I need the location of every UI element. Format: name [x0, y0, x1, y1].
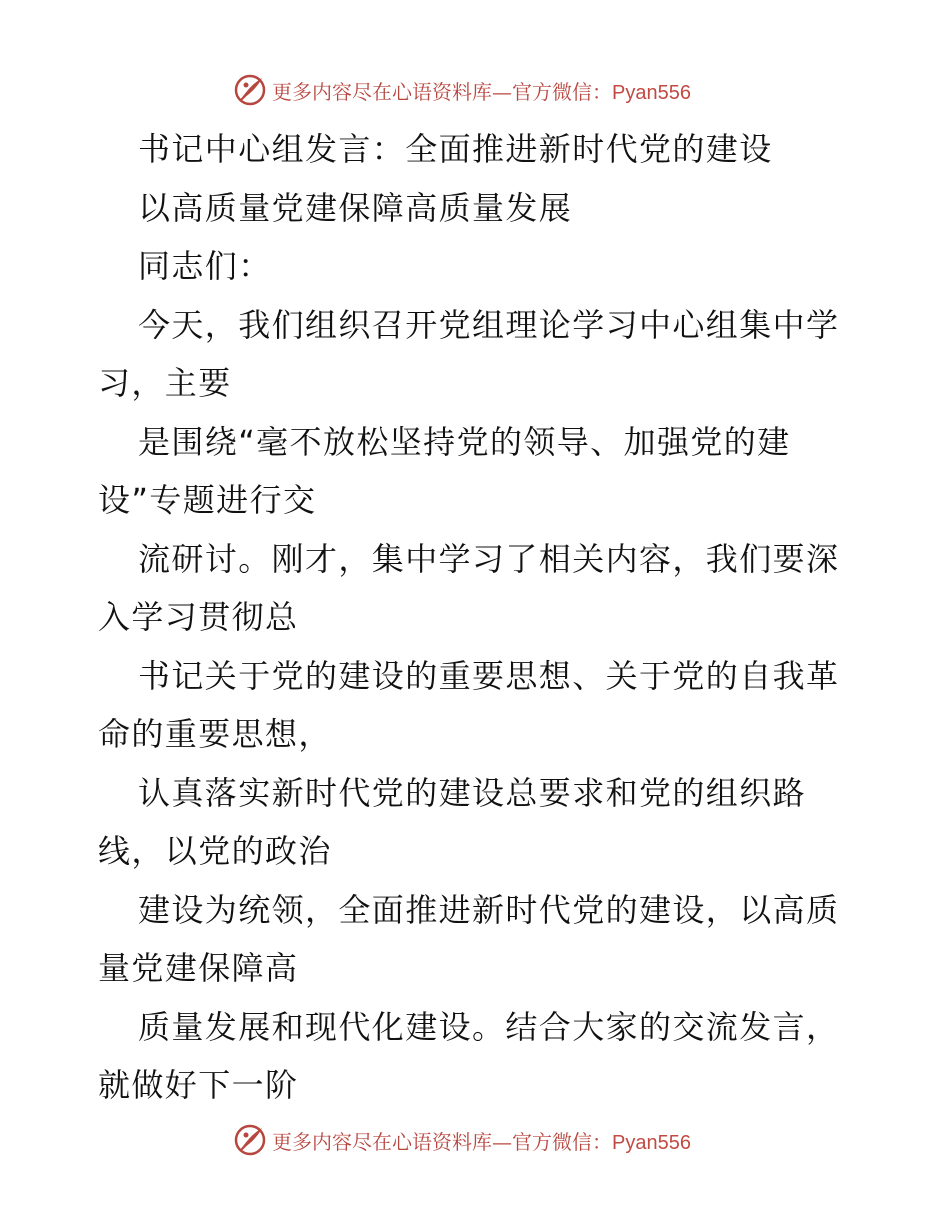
text-line: 是围绕“毫不放松坚持党的领导、加强党的建: [138, 422, 791, 461]
text-line: 今天，我们组织召开党组理论学习中心组集中学: [138, 305, 840, 344]
text-line: 同志们：: [138, 247, 272, 285]
footer-wechat-id: Pyan556: [612, 1131, 691, 1154]
text-line: 入学习贯彻总: [98, 598, 299, 636]
text-line: 书记关于党的建设的重要思想、关于党的自我革: [138, 656, 840, 695]
document-body: [98, 120, 868, 1115]
text-line: 质量发展和现代化建设。结合大家的交流发言，: [138, 1007, 840, 1046]
text-line: 以高质量党建保障高质量发展: [138, 188, 573, 227]
quill-pen-logo-icon: [232, 72, 268, 108]
text-line: 建设为统领，全面推进新时代党的建设，以高质: [138, 890, 840, 929]
text-line: 设”专题进行交: [98, 481, 317, 519]
header-banner-text: 更多内容尽在心语资料库—官方微信：Pyan556: [272, 79, 691, 104]
footer-banner-text: 更多内容尽在心语资料库—官方微信：Pyan556: [272, 1129, 691, 1154]
header-banner: [232, 70, 691, 110]
text-line: 线，以党的政治: [98, 832, 332, 870]
text-line: 流研讨。刚才，集中学习了相关内容，我们要深: [138, 539, 840, 578]
text-line: 习，主要: [98, 364, 232, 402]
footer-banner: [232, 1120, 691, 1160]
text-line: 就做好下一阶: [98, 1066, 299, 1104]
text-line: 认真落实新时代党的建设总要求和党的组织路: [138, 773, 807, 812]
text-line: 书记中心组发言：全面推进新时代党的建设: [138, 130, 773, 168]
text-line: 量党建保障高: [98, 949, 299, 987]
header-wechat-id: Pyan556: [612, 81, 691, 104]
text-line: 命的重要思想，: [98, 715, 332, 753]
quill-pen-logo-icon: [232, 1122, 268, 1158]
